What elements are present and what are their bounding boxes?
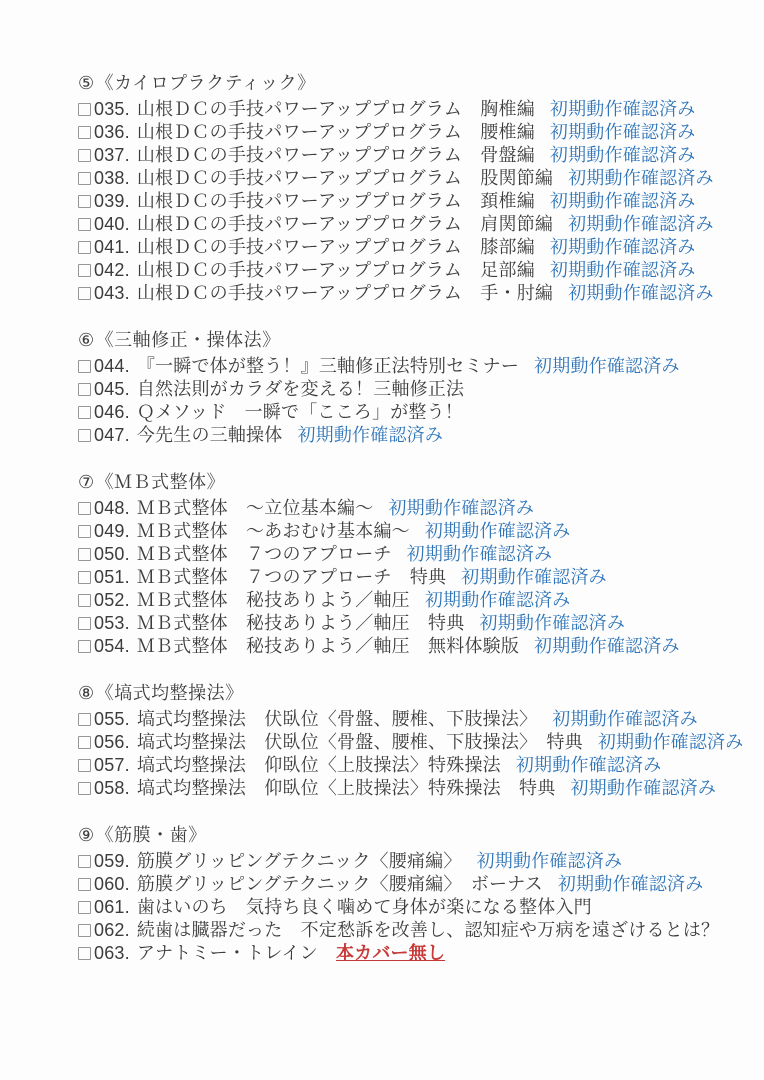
section [78,72,746,305]
item-label: 塙式均整操法 仰臥位〈上肢操法〉特殊操法 [136,755,501,775]
checklist-item [78,777,746,800]
section [78,682,746,800]
item-number: 048. [94,498,130,518]
checkbox-icon [78,947,91,960]
checklist-item [78,424,746,447]
item-number: 055. [94,709,130,729]
alert-no-cover: 本カバー無し [335,943,446,963]
status-confirmed: 初期動作確認済み [406,544,553,564]
checklist-item [78,355,746,378]
status-confirmed: 初期動作確認済み [297,425,444,445]
checklist-item [78,589,746,612]
checkbox-icon [78,901,91,914]
status-confirmed: 初期動作確認済み [557,874,704,894]
item-number: 058. [94,778,130,798]
item-number: 056. [94,732,130,752]
item-label: 塙式均整操法 伏臥位〈骨盤、腰椎、下肢操法〉 特典 [136,732,583,752]
status-confirmed: 初期動作確認済み [549,145,696,165]
checkbox-icon [78,924,91,937]
item-label: 山根ＤＣの手技パワーアッププログラム 頚椎編 [136,191,535,211]
checklist-item [78,942,746,965]
checkbox-icon [78,594,91,607]
checklist-item [78,401,746,424]
section [78,824,746,965]
status-confirmed: 初期動作確認済み [549,122,696,142]
checkbox-icon [78,149,91,162]
checklist-item [78,754,746,777]
section-title: 《ＭＢ式整体》 [95,472,226,492]
status-confirmed: 初期動作確認済み [549,260,696,280]
status-confirmed: 初期動作確認済み [515,755,662,775]
checkbox-icon [78,287,91,300]
item-label: 続歯は臓器だった 不定愁訴を改善し、認知症や万病を遠ざけるとは？ [136,920,720,940]
item-label: 歯はいのち 気持ち良く噛めて身体が楽になる整体入門 [136,897,592,917]
checkbox-icon [78,218,91,231]
section-title: 《三軸修正・操体法》 [95,330,281,350]
checkbox-icon [78,172,91,185]
item-label: 『一瞬で体が整う！』三軸修正法特別セミナー [136,356,520,376]
item-label: 自然法則がカラダを変える！三軸修正法 [136,379,465,399]
status-confirmed: 初期動作確認済み [479,613,626,633]
checkbox-icon [78,502,91,515]
item-number: 057. [94,755,130,775]
checkbox-icon [78,103,91,116]
checklist-item [78,167,746,190]
status-confirmed: 初期動作確認済み [388,498,535,518]
item-number: 042. [94,260,130,280]
item-label: 山根ＤＣの手技パワーアッププログラム 股関節編 [136,168,554,188]
item-number: 039. [94,191,130,211]
checklist-item [78,378,746,401]
item-number: 062. [94,920,130,940]
checkbox-icon [78,782,91,795]
checklist-item [78,520,746,543]
checklist-item [78,731,746,754]
checklist-item [78,566,746,589]
checkbox-icon [78,195,91,208]
item-label: 山根ＤＣの手技パワーアッププログラム 足部編 [136,260,535,280]
checklist-item [78,896,746,919]
item-number: 059. [94,851,130,871]
checkbox-icon [78,360,91,373]
item-label: ＭＢ式整体 ～立位基本編～ [136,498,374,518]
status-confirmed: 初期動作確認済み [549,99,696,119]
status-confirmed: 初期動作確認済み [568,283,714,303]
checkbox-icon [78,759,91,772]
section-header [78,824,746,847]
item-label: 塙式均整操法 伏臥位〈骨盤、腰椎、下肢操法〉 [136,709,538,729]
status-confirmed: 初期動作確認済み [568,214,714,234]
checklist-item [78,236,746,259]
item-label: 塙式均整操法 仰臥位〈上肢操法〉特殊操法 特典 [136,778,556,798]
checklist-item [78,850,746,873]
checklist-item [78,919,746,942]
checklist-item [78,98,746,121]
checklist-item [78,612,746,635]
section-number: ⑤ [78,73,95,93]
item-number: 053. [94,613,130,633]
item-number: 035. [94,99,130,119]
item-label: 今先生の三軸操体 [136,425,283,445]
item-number: 047. [94,425,130,445]
checkbox-icon [78,241,91,254]
item-number: 060. [94,874,130,894]
item-label: アナトミー・トレイン [136,943,318,963]
item-number: 054. [94,636,130,656]
section-header [78,72,746,95]
item-number: 050. [94,544,130,564]
item-label: 山根ＤＣの手技パワーアッププログラム 肩関節編 [136,214,554,234]
checkbox-icon [78,736,91,749]
item-number: 052. [94,590,130,610]
checklist-item [78,121,746,144]
item-label: ＭＢ式整体 秘技ありよう／軸圧 無料体験版 [136,636,520,656]
checkbox-icon [78,855,91,868]
status-confirmed: 初期動作確認済み [552,709,698,729]
checklist-item [78,543,746,566]
checklist-item [78,190,746,213]
checklist-item [78,708,746,731]
item-label: ＭＢ式整体 ７つのアプローチ [136,544,392,564]
checklist-item [78,873,746,896]
section-title: 《塙式均整操法》 [95,683,244,703]
checklist-item [78,282,746,305]
item-label: Ｑメソッド 一瞬で「こころ」が整う！ [136,402,464,422]
status-confirmed: 初期動作確認済み [534,636,680,656]
item-label: ＭＢ式整体 ７つのアプローチ 特典 [136,567,447,587]
item-number: 044. [94,356,130,376]
section-number: ⑧ [78,683,95,703]
item-label: 山根ＤＣの手技パワーアッププログラム 手・肘編 [136,283,554,303]
item-label: 筋膜グリッピングテクニック〈腰痛編〉 [136,851,462,871]
item-label: ＭＢ式整体 秘技ありよう／軸圧 特典 [136,613,465,633]
section-title: 《筋膜・歯》 [95,825,207,845]
checklist-item [78,259,746,282]
section-header [78,471,746,494]
status-confirmed: 初期動作確認済み [568,168,714,188]
item-number: 051. [94,567,130,587]
item-number: 046. [94,402,130,422]
checklist-item [78,635,746,658]
item-label: 山根ＤＣの手技パワーアッププログラム 腰椎編 [136,122,535,142]
status-confirmed: 初期動作確認済み [570,778,717,798]
item-label: 山根ＤＣの手技パワーアッププログラム 膝部編 [136,237,535,257]
item-number: 041. [94,237,130,257]
item-label: ＭＢ式整体 秘技ありよう／軸圧 [136,590,410,610]
section [78,329,746,447]
checklist-item [78,497,746,520]
checkbox-icon [78,126,91,139]
status-confirmed: 初期動作確認済み [549,237,696,257]
checkbox-icon [78,406,91,419]
checkbox-icon [78,264,91,277]
checkbox-icon [78,429,91,442]
checkbox-icon [78,548,91,561]
checkbox-icon [78,617,91,630]
item-label: 筋膜グリッピングテクニック〈腰痛編〉 ボーナス [136,874,543,894]
status-confirmed: 初期動作確認済み [476,851,623,871]
checkbox-icon [78,640,91,653]
item-number: 063. [94,943,130,963]
status-confirmed: 初期動作確認済み [534,356,680,376]
item-number: 040. [94,214,130,234]
item-number: 061. [94,897,130,917]
checklist-content [78,72,746,965]
item-number: 036. [94,122,130,142]
checkbox-icon [78,713,91,726]
status-confirmed: 初期動作確認済み [461,567,607,587]
checkbox-icon [78,525,91,538]
section-header [78,682,746,705]
item-number: 043. [94,283,130,303]
status-confirmed: 初期動作確認済み [549,191,696,211]
item-label: 山根ＤＣの手技パワーアッププログラム 胸椎編 [136,99,535,119]
section-number: ⑥ [78,330,95,350]
section [78,471,746,658]
item-number: 037. [94,145,130,165]
item-label: ＭＢ式整体 ～あおむけ基本編～ [136,521,410,541]
status-confirmed: 初期動作確認済み [597,732,744,752]
status-confirmed: 初期動作確認済み [424,521,571,541]
checkbox-icon [78,571,91,584]
section-number: ⑦ [78,472,95,492]
checkbox-icon [78,878,91,891]
item-number: 049. [94,521,130,541]
item-number: 045. [94,379,130,399]
item-label: 山根ＤＣの手技パワーアッププログラム 骨盤編 [136,145,535,165]
checklist-item [78,144,746,167]
checklist-item [78,213,746,236]
item-number: 038. [94,168,130,188]
section-header [78,329,746,352]
checkbox-icon [78,383,91,396]
section-title: 《カイロプラクティック》 [95,73,316,93]
status-confirmed: 初期動作確認済み [424,590,571,610]
section-number: ⑨ [78,825,95,845]
